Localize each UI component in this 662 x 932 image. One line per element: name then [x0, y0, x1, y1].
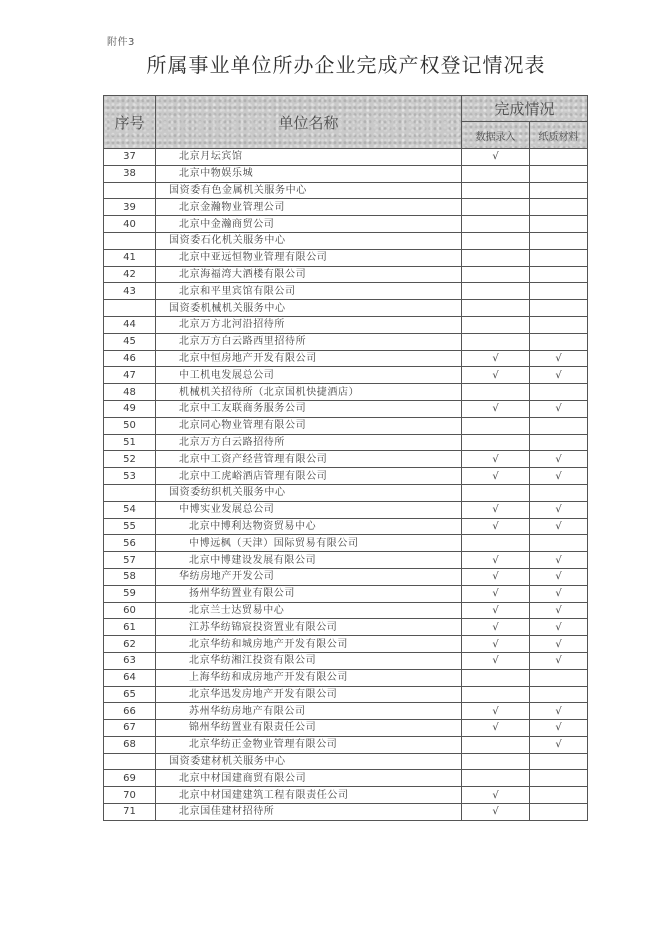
- row-unit-name: [156, 703, 462, 720]
- paper-materials-check: √: [530, 468, 588, 485]
- paper-materials-check: √: [530, 367, 588, 384]
- row-id: 54: [104, 501, 156, 518]
- table-row: [104, 283, 588, 300]
- data-entry-check: √: [462, 149, 530, 166]
- row-id: 44: [104, 316, 156, 333]
- row-id: 62: [104, 636, 156, 653]
- row-unit-name: [156, 283, 462, 300]
- table-row: [104, 451, 588, 468]
- table-header: [104, 96, 588, 149]
- row-unit-name: [156, 316, 462, 333]
- data-entry-check: [462, 535, 530, 552]
- paper-materials-check: [530, 216, 588, 233]
- data-entry-check: [462, 316, 530, 333]
- unit-name-text: 北京中亚远恒物业管理有限公司: [179, 252, 328, 264]
- unit-name-text: 中博远枫（天津）国际贸易有限公司: [189, 537, 359, 549]
- row-id: [104, 232, 156, 249]
- paper-materials-check: √: [530, 602, 588, 619]
- paper-materials-check: [530, 165, 588, 182]
- row-id: 58: [104, 568, 156, 585]
- unit-name-text: 国资委机械机关服务中心: [169, 302, 286, 314]
- unit-name-text: 北京海福湾大酒楼有限公司: [179, 268, 307, 280]
- unit-name-text: 北京同心物业管理有限公司: [179, 420, 307, 432]
- data-entry-check: √: [462, 787, 530, 804]
- unit-name-text: 北京中材国建商贸有限公司: [179, 772, 307, 784]
- group-name: [156, 182, 462, 199]
- row-id: 46: [104, 350, 156, 367]
- row-id: 50: [104, 417, 156, 434]
- paper-materials-check: √: [530, 636, 588, 653]
- unit-name-text: 国资委石化机关服务中心: [169, 235, 286, 247]
- row-id: 56: [104, 535, 156, 552]
- row-unit-name: [156, 770, 462, 787]
- row-unit-name: [156, 652, 462, 669]
- row-id: 55: [104, 518, 156, 535]
- data-entry-check: √: [462, 518, 530, 535]
- row-id: 52: [104, 451, 156, 468]
- data-entry-check: [462, 753, 530, 770]
- paper-materials-check: √: [530, 652, 588, 669]
- paper-materials-check: [530, 316, 588, 333]
- unit-name-text: 中工机电发展总公司: [179, 369, 275, 381]
- paper-materials-check: √: [530, 568, 588, 585]
- unit-name-text: 北京中金瀚商贸公司: [179, 218, 275, 230]
- table-row: [104, 417, 588, 434]
- data-entry-check: √: [462, 501, 530, 518]
- row-id: 64: [104, 669, 156, 686]
- row-id: 41: [104, 249, 156, 266]
- unit-name-text: 北京中博建设发展有限公司: [189, 554, 317, 566]
- data-entry-check: √: [462, 652, 530, 669]
- paper-materials-check: [530, 669, 588, 686]
- table-body: [104, 149, 588, 821]
- data-entry-check: [462, 165, 530, 182]
- paper-materials-check: √: [530, 501, 588, 518]
- row-id: 45: [104, 333, 156, 350]
- data-entry-check: [462, 333, 530, 350]
- table-row: [104, 686, 588, 703]
- paper-materials-check: √: [530, 350, 588, 367]
- unit-name-text: 北京万方北河沿招待所: [179, 319, 285, 331]
- table-row: [104, 434, 588, 451]
- paper-materials-check: [530, 417, 588, 434]
- row-id: 67: [104, 720, 156, 737]
- paper-materials-check: [530, 149, 588, 166]
- data-entry-check: [462, 266, 530, 283]
- row-unit-name: [156, 199, 462, 216]
- unit-name-text: 国资委有色金属机关服务中心: [169, 184, 307, 196]
- data-entry-check: √: [462, 703, 530, 720]
- property-registration-table: [103, 95, 588, 821]
- row-unit-name: [156, 787, 462, 804]
- row-unit-name: [156, 165, 462, 182]
- row-unit-name: [156, 568, 462, 585]
- paper-materials-check: [530, 182, 588, 199]
- data-entry-check: [462, 199, 530, 216]
- data-entry-check: [462, 249, 530, 266]
- group-name: [156, 232, 462, 249]
- group-name: [156, 753, 462, 770]
- row-id: 69: [104, 770, 156, 787]
- table-row-group-header: [104, 753, 588, 770]
- unit-name-text: 江苏华纺锦宸投资置业有限公司: [189, 621, 338, 633]
- data-entry-check: [462, 434, 530, 451]
- data-entry-check: [462, 384, 530, 401]
- unit-name-text: 北京中工友联商务服务公司: [179, 403, 307, 415]
- unit-name-text: 北京华纺正金物业管理有限公司: [189, 739, 338, 751]
- row-id: 68: [104, 736, 156, 753]
- row-id: [104, 753, 156, 770]
- table-row: [104, 787, 588, 804]
- unit-name-text: 北京华纺和城房地产开发有限公司: [189, 638, 348, 650]
- unit-name-text: 北京中博利达物资贸易中心: [189, 520, 317, 532]
- table-row: [104, 266, 588, 283]
- row-id: 40: [104, 216, 156, 233]
- table-row-group-header: [104, 484, 588, 501]
- row-unit-name: [156, 619, 462, 636]
- data-entry-check: [462, 686, 530, 703]
- unit-name-text: 北京中物娱乐城: [179, 168, 254, 180]
- paper-materials-check: [530, 266, 588, 283]
- unit-name-text: 华纺房地产开发公司: [179, 571, 275, 583]
- paper-materials-check: √: [530, 585, 588, 602]
- row-unit-name: [156, 367, 462, 384]
- row-unit-name: [156, 736, 462, 753]
- unit-name-text: 锦州华纺置业有限责任公司: [189, 722, 317, 734]
- table-row: [104, 552, 588, 569]
- data-entry-check: [462, 216, 530, 233]
- paper-materials-check: √: [530, 552, 588, 569]
- paper-materials-check: [530, 686, 588, 703]
- data-entry-check: [462, 669, 530, 686]
- paper-materials-check: [530, 753, 588, 770]
- paper-materials-check: [530, 333, 588, 350]
- row-id: 49: [104, 400, 156, 417]
- table-row: [104, 703, 588, 720]
- data-entry-check: √: [462, 585, 530, 602]
- row-id: 51: [104, 434, 156, 451]
- table-row-group-header: [104, 182, 588, 199]
- data-entry-check: [462, 300, 530, 317]
- table-row: [104, 249, 588, 266]
- row-id: 47: [104, 367, 156, 384]
- row-unit-name: [156, 451, 462, 468]
- row-id: 59: [104, 585, 156, 602]
- data-entry-check: √: [462, 350, 530, 367]
- row-unit-name: [156, 350, 462, 367]
- attachment-label: 附件3: [107, 37, 135, 48]
- table-row: [104, 367, 588, 384]
- table-row-group-header: [104, 232, 588, 249]
- data-entry-check: [462, 283, 530, 300]
- table-row: [104, 736, 588, 753]
- row-unit-name: [156, 585, 462, 602]
- data-entry-check: [462, 417, 530, 434]
- data-entry-check: √: [462, 804, 530, 821]
- paper-materials-check: √: [530, 619, 588, 636]
- table-row: [104, 501, 588, 518]
- row-id: 39: [104, 199, 156, 216]
- table-row: [104, 199, 588, 216]
- unit-name-text: 北京国佳建材招待所: [179, 806, 275, 818]
- paper-materials-check: √: [530, 400, 588, 417]
- paper-materials-check: [530, 787, 588, 804]
- data-entry-check: [462, 736, 530, 753]
- paper-materials-check: √: [530, 451, 588, 468]
- paper-materials-check: [530, 804, 588, 821]
- unit-name-text: 国资委纺织机关服务中心: [169, 487, 286, 499]
- paper-materials-check: √: [530, 720, 588, 737]
- unit-name-text: 北京华迅发房地产开发有限公司: [189, 688, 338, 700]
- row-id: [104, 300, 156, 317]
- data-entry-check: [462, 484, 530, 501]
- unit-name-text: 北京金瀚物业管理公司: [179, 201, 285, 213]
- header-id: 序号: [104, 96, 156, 149]
- row-unit-name: [156, 216, 462, 233]
- unit-name-text: 北京月坛宾馆: [179, 151, 243, 163]
- row-unit-name: [156, 535, 462, 552]
- data-entry-check: √: [462, 720, 530, 737]
- data-entry-check: [462, 770, 530, 787]
- header-paper-materials: 纸质材料: [530, 122, 588, 149]
- table-row: [104, 316, 588, 333]
- table-row: [104, 400, 588, 417]
- row-id: 70: [104, 787, 156, 804]
- row-unit-name: [156, 686, 462, 703]
- row-unit-name: [156, 636, 462, 653]
- unit-name-text: 北京中工虎峪酒店管理有限公司: [179, 470, 328, 482]
- data-entry-check: √: [462, 552, 530, 569]
- row-unit-name: [156, 518, 462, 535]
- row-unit-name: [156, 400, 462, 417]
- row-id: 42: [104, 266, 156, 283]
- row-unit-name: [156, 501, 462, 518]
- table-row: [104, 149, 588, 166]
- unit-name-text: 北京中恒房地产开发有限公司: [179, 352, 317, 364]
- row-id: 63: [104, 652, 156, 669]
- row-id: 61: [104, 619, 156, 636]
- table-row: [104, 652, 588, 669]
- group-name: [156, 484, 462, 501]
- row-unit-name: [156, 468, 462, 485]
- row-unit-name: [156, 720, 462, 737]
- unit-name-text: 北京中材国建建筑工程有限责任公司: [179, 789, 349, 801]
- unit-name-text: 苏州华纺房地产有限公司: [189, 705, 306, 717]
- data-entry-check: √: [462, 400, 530, 417]
- unit-name-text: 北京中工资产经营管理有限公司: [179, 453, 328, 465]
- unit-name-text: 机械机关招待所（北京国机快捷酒店）: [179, 386, 360, 398]
- unit-name-text: 北京万方白云路西里招待所: [179, 336, 307, 348]
- row-id: 43: [104, 283, 156, 300]
- row-id: [104, 484, 156, 501]
- paper-materials-check: [530, 249, 588, 266]
- row-unit-name: [156, 552, 462, 569]
- row-unit-name: [156, 266, 462, 283]
- row-id: 48: [104, 384, 156, 401]
- table-row-group-header: [104, 300, 588, 317]
- data-entry-check: √: [462, 468, 530, 485]
- row-unit-name: [156, 417, 462, 434]
- unit-name-text: 扬州华纺置业有限公司: [189, 588, 295, 600]
- paper-materials-check: √: [530, 736, 588, 753]
- unit-name-text: 北京和平里宾馆有限公司: [179, 285, 296, 297]
- header-data-entry: 数据录入: [462, 122, 530, 149]
- paper-materials-check: [530, 232, 588, 249]
- group-name: [156, 300, 462, 317]
- unit-name-text: 北京兰士达贸易中心: [189, 604, 285, 616]
- paper-materials-check: [530, 384, 588, 401]
- data-entry-check: [462, 182, 530, 199]
- paper-materials-check: [530, 535, 588, 552]
- data-entry-check: [462, 232, 530, 249]
- data-entry-check: √: [462, 367, 530, 384]
- table-row: [104, 518, 588, 535]
- table-row: [104, 350, 588, 367]
- header-completion-status: 完成情况: [462, 96, 588, 122]
- document-title: 所属事业单位所办企业完成产权登记情况表: [146, 53, 546, 77]
- table-row: [104, 804, 588, 821]
- table-row: [104, 720, 588, 737]
- data-entry-check: √: [462, 451, 530, 468]
- header-unit-name: 单位名称: [156, 96, 462, 149]
- table-row: [104, 619, 588, 636]
- table-row: [104, 602, 588, 619]
- paper-materials-check: [530, 199, 588, 216]
- paper-materials-check: √: [530, 518, 588, 535]
- data-entry-check: √: [462, 619, 530, 636]
- data-entry-check: √: [462, 602, 530, 619]
- row-id: 37: [104, 149, 156, 166]
- table-row: [104, 568, 588, 585]
- row-id: 71: [104, 804, 156, 821]
- row-unit-name: [156, 333, 462, 350]
- table-row: [104, 585, 588, 602]
- paper-materials-check: [530, 434, 588, 451]
- row-id: 65: [104, 686, 156, 703]
- row-unit-name: [156, 669, 462, 686]
- paper-materials-check: [530, 770, 588, 787]
- row-unit-name: [156, 602, 462, 619]
- row-id: 66: [104, 703, 156, 720]
- table-row: [104, 216, 588, 233]
- table-row: [104, 535, 588, 552]
- row-unit-name: [156, 149, 462, 166]
- row-id: 57: [104, 552, 156, 569]
- table-row: [104, 165, 588, 182]
- table-row: [104, 333, 588, 350]
- data-entry-check: √: [462, 568, 530, 585]
- row-id: [104, 182, 156, 199]
- paper-materials-check: [530, 283, 588, 300]
- paper-materials-check: [530, 484, 588, 501]
- table-row: [104, 770, 588, 787]
- paper-materials-check: [530, 300, 588, 317]
- row-id: 60: [104, 602, 156, 619]
- row-unit-name: [156, 434, 462, 451]
- unit-name-text: 北京华纺湘江投资有限公司: [189, 655, 317, 667]
- table-row: [104, 636, 588, 653]
- unit-name-text: 国资委建材机关服务中心: [169, 756, 286, 768]
- data-entry-check: √: [462, 636, 530, 653]
- unit-name-text: 中博实业发展总公司: [179, 504, 275, 516]
- row-unit-name: [156, 804, 462, 821]
- row-unit-name: [156, 249, 462, 266]
- table-row: [104, 669, 588, 686]
- paper-materials-check: √: [530, 703, 588, 720]
- table-row: [104, 384, 588, 401]
- unit-name-text: 上海华纺和成房地产开发有限公司: [189, 672, 348, 684]
- table-row: [104, 468, 588, 485]
- row-unit-name: [156, 384, 462, 401]
- row-id: 38: [104, 165, 156, 182]
- unit-name-text: 北京万方白云路招待所: [179, 436, 285, 448]
- row-id: 53: [104, 468, 156, 485]
